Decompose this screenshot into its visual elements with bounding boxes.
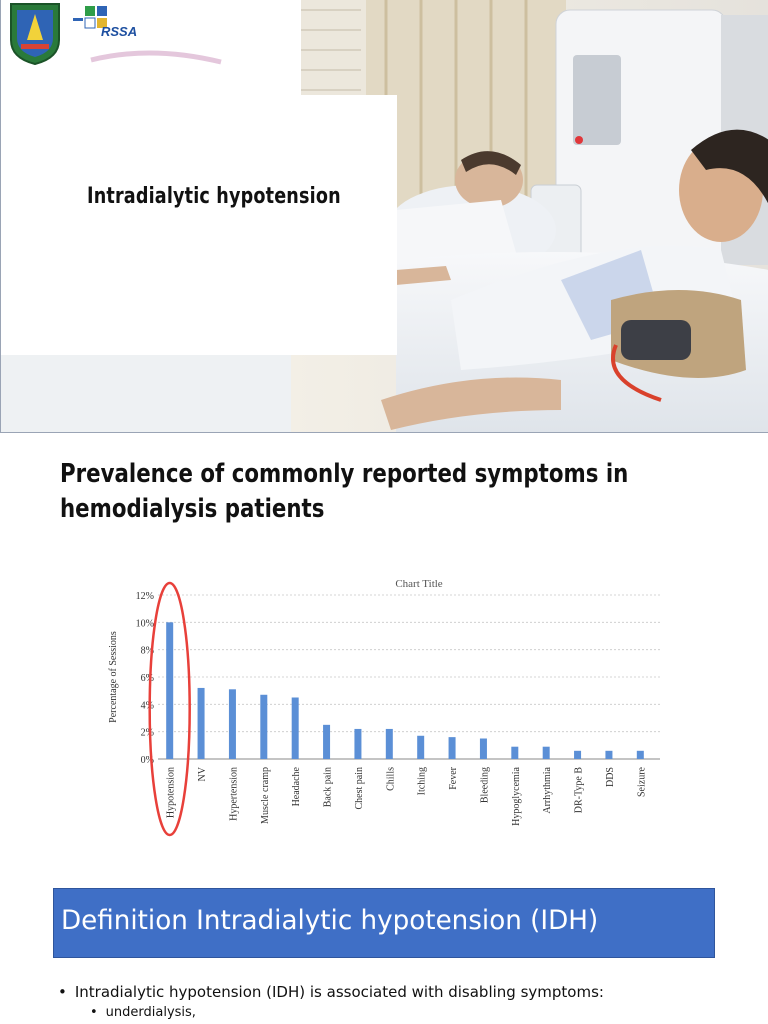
bar <box>637 751 644 759</box>
x-tick-label: DDS <box>604 767 616 788</box>
y-tick-label: 8% <box>140 645 154 657</box>
x-tick-label: Seizure <box>636 767 648 797</box>
symptom-bar-chart <box>100 573 670 873</box>
x-tick-label: Chills <box>385 767 397 791</box>
bar <box>166 622 173 759</box>
shield-logo <box>7 0 63 66</box>
x-tick-label: Fever <box>448 767 460 790</box>
bar <box>449 737 456 759</box>
x-tick-label: Hypertension <box>228 767 240 821</box>
y-tick-label: 4% <box>140 700 154 712</box>
rssa-logo-text: RSSA <box>101 24 138 39</box>
bar <box>198 688 205 759</box>
chart-slide-heading <box>60 457 629 527</box>
definition-slide <box>0 873 768 1024</box>
bullet-text: Intradialytic hypotension (IDH) is associated with disabling symptoms: <box>74 983 604 1001</box>
heading-line-1: Prevalence of commonly reported symptoms in <box>60 459 629 489</box>
bar <box>260 695 267 759</box>
bar <box>292 698 299 760</box>
x-tick-label: Bleeding <box>479 767 491 804</box>
y-axis-label: Percentage of Sessions <box>108 631 119 723</box>
x-tick-label: DR-Type B <box>573 767 585 814</box>
definition-banner <box>53 888 715 958</box>
bar <box>605 751 612 759</box>
sub-bullet-text: underdialysis, <box>105 1005 196 1020</box>
sub-bullet-item <box>90 1005 196 1020</box>
bar <box>386 729 393 759</box>
slide-title: Intradialytic hypotension <box>87 184 341 209</box>
bar <box>229 689 236 759</box>
bar <box>354 729 361 759</box>
heading-line-2: hemodialysis patients <box>60 494 325 524</box>
chart-slide <box>0 433 768 873</box>
title-box <box>1 95 397 355</box>
bar <box>480 739 487 760</box>
x-tick-label: Itching <box>416 767 428 796</box>
y-tick-label: 6% <box>140 673 154 684</box>
x-tick-label: Hypoglycemia <box>510 767 522 826</box>
logo-area <box>1 0 301 95</box>
x-tick-label: Back pain <box>322 767 334 808</box>
x-tick-label: NV <box>197 767 209 782</box>
x-tick-label: Arrhythmia <box>542 767 554 814</box>
x-tick-label: Muscle cramp <box>259 767 271 824</box>
y-tick-label: 2% <box>140 727 154 739</box>
bullet-item <box>58 983 604 1001</box>
bar <box>417 736 424 759</box>
title-slide <box>0 0 768 433</box>
bar <box>323 725 330 759</box>
bullet-icon: • <box>58 983 67 1001</box>
bullet-icon: • <box>90 1005 98 1020</box>
bar <box>511 747 518 759</box>
y-tick-label: 12% <box>135 591 154 602</box>
chart-title: Chart Title <box>395 578 443 590</box>
definition-title: Definition Intradialytic hypotension (IDH) <box>61 905 599 936</box>
x-tick-label: Hypotension <box>165 767 177 819</box>
x-tick-label: Headache <box>291 767 303 807</box>
bar <box>574 751 581 759</box>
y-tick-label: 10% <box>135 618 154 630</box>
rssa-logo <box>71 0 231 70</box>
bar <box>543 747 550 759</box>
y-tick-label: 0% <box>140 755 154 766</box>
x-tick-label: Chest pain <box>353 767 365 810</box>
